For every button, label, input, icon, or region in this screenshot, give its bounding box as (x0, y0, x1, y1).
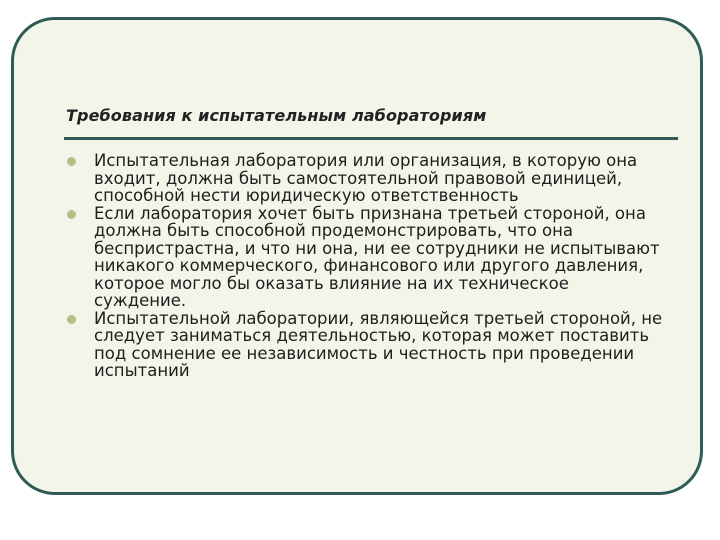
title-underline (64, 137, 678, 140)
bullet-icon (67, 157, 76, 166)
bullet-text: Испытательной лаборатории, являющейся третьей стороной, не следует заниматься деятельностью, которая может поставить под сомнение ее независимость и честность при проведении испытаний (94, 308, 663, 380)
bullet-item-independence (64, 310, 664, 380)
bullet-text: Испытательная лаборатория или организация, в которую она входит, должна быть самостоятельной правовой единицей, способной нести юридическую ответственность (94, 151, 638, 205)
bullet-icon (67, 210, 76, 219)
bullet-icon (67, 315, 76, 324)
bullet-list (64, 152, 664, 380)
slide-title: Требования к испытательным лабораториям (66, 106, 487, 125)
bullet-item-impartiality (64, 205, 664, 310)
bullet-text: Если лаборатория хочет быть признана третьей стороной, она должна быть способной продемонстрировать, что она беспристрастна, и что ни она, ни ее сотрудники не испытывают никакого коммерческого, финансового или другого давления, которое могло бы оказать влияние на их техническое суждение. (94, 203, 660, 310)
bullet-item-legal-entity (64, 152, 664, 205)
